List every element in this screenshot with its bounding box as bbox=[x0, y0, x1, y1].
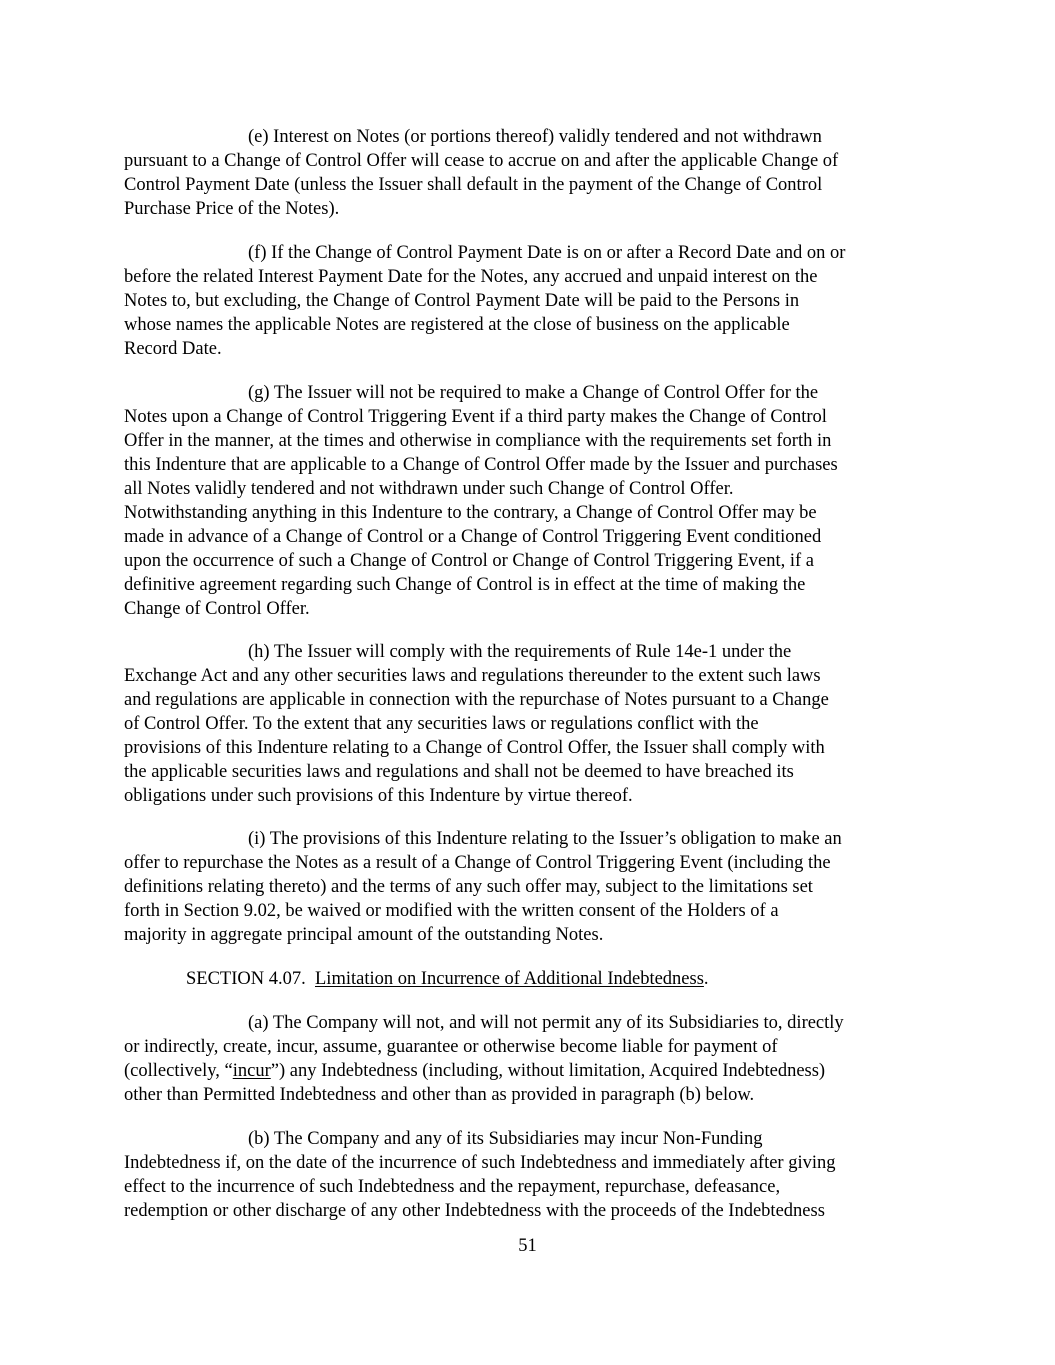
paragraph-line: definitive agreement regarding such Change of Control is in effect at the time of making the bbox=[124, 575, 806, 595]
paragraph-line: Change of Control Offer. bbox=[124, 599, 310, 619]
paragraph-line: forth in Section 9.02, be waived or modified with the written consent of the Holders of a bbox=[124, 901, 779, 921]
paragraph-line: Exchange Act and any other securities laws and regulations thereunder to the extent such laws bbox=[124, 666, 821, 686]
paragraph-line: made in advance of a Change of Control or a Change of Control Triggering Event conditioned bbox=[124, 527, 822, 547]
paragraph-line: Indebtedness if, on the date of the incurrence of such Indebtedness and immediately after giving bbox=[124, 1153, 836, 1173]
paragraph-line: (f) If the Change of Control Payment Date is on or after a Record Date and on or bbox=[248, 243, 846, 263]
paragraph-line: Purchase Price of the Notes). bbox=[124, 199, 340, 219]
paragraph-line: upon the occurrence of such a Change of Control or Change of Control Triggering Event, if a bbox=[124, 551, 814, 571]
paragraph-line: definitions relating thereto) and the terms of any such offer may, subject to the limitations set bbox=[124, 877, 813, 897]
paragraph-line: and regulations are applicable in connection with the repurchase of Notes pursuant to a Change bbox=[124, 690, 829, 710]
paragraph-line: (g) The Issuer will not be required to make a Change of Control Offer for the bbox=[248, 383, 819, 403]
paragraph-line: (e) Interest on Notes (or portions thereof) validly tendered and not withdrawn bbox=[248, 127, 822, 147]
paragraph-line: before the related Interest Payment Date for the Notes, any accrued and unpaid interest on the bbox=[124, 267, 818, 287]
paragraph-line: Notes to, but excluding, the Change of Control Payment Date will be paid to the Persons in bbox=[124, 291, 800, 311]
paragraph-line: or indirectly, create, incur, assume, guarantee or otherwise become liable for payment of bbox=[124, 1037, 778, 1057]
paragraph-line: pursuant to a Change of Control Offer will cease to accrue on and after the applicable Change of bbox=[124, 151, 839, 171]
paragraph-line: redemption or other discharge of any other Indebtedness with the proceeds of the Indebtedness bbox=[124, 1201, 825, 1221]
paragraph-line: (a) The Company will not, and will not permit any of its Subsidiaries to, directly bbox=[248, 1013, 844, 1033]
defined-term-suffix: ”) any Indebtedness (including, without limitation, Acquired Indebtedness) bbox=[270, 1061, 826, 1081]
paragraph-line: majority in aggregate principal amount of the outstanding Notes. bbox=[124, 925, 604, 945]
section-title-end: . bbox=[703, 969, 709, 989]
paragraph-line: effect to the incurrence of such Indebtedness and the repayment, repurchase, defeasance, bbox=[124, 1177, 781, 1197]
paragraph-line: (b) The Company and any of its Subsidiaries may incur Non-Funding bbox=[248, 1129, 763, 1149]
defined-term-prefix: (collectively, “ bbox=[124, 1061, 233, 1081]
paragraph-line: the applicable securities laws and regulations and shall not be deemed to have breached its bbox=[124, 762, 794, 782]
paragraph-line: (i) The provisions of this Indenture relating to the Issuer’s obligation to make an bbox=[248, 829, 842, 849]
paragraph-line: (h) The Issuer will comply with the requirements of Rule 14e-1 under the bbox=[248, 642, 792, 662]
paragraph-line: of Control Offer. To the extent that any securities laws or regulations conflict with the bbox=[124, 714, 759, 734]
page-number: 51 bbox=[518, 1236, 537, 1256]
section-number: SECTION 4.07. bbox=[186, 969, 306, 989]
paragraph-line: Offer in the manner, at the times and otherwise in compliance with the requirements set forth in bbox=[124, 431, 832, 451]
paragraph-line: whose names the applicable Notes are registered at the close of business on the applicable bbox=[124, 315, 790, 335]
defined-term-incur: incur bbox=[232, 1061, 271, 1081]
paragraph-line: Notes upon a Change of Control Triggering Event if a third party makes the Change of Control bbox=[124, 407, 827, 427]
paragraph-line: offer to repurchase the Notes as a result of a Change of Control Triggering Event (including the bbox=[124, 853, 831, 873]
paragraph-line: this Indenture that are applicable to a Change of Control Offer made by the Issuer and purchases bbox=[124, 455, 838, 475]
paragraph-line: provisions of this Indenture relating to a Change of Control Offer, the Issuer shall comply with bbox=[124, 738, 825, 758]
paragraph-line: all Notes validly tendered and not withdrawn under such Change of Control Offer. bbox=[124, 479, 734, 499]
paragraph-line bbox=[124, 1059, 825, 1083]
section-heading bbox=[186, 967, 709, 991]
paragraph-line: other than Permitted Indebtedness and other than as provided in paragraph (b) below. bbox=[124, 1085, 755, 1105]
paragraph-line: Record Date. bbox=[124, 339, 222, 359]
paragraph-line: Notwithstanding anything in this Indenture to the contrary, a Change of Control Offer may be bbox=[124, 503, 817, 523]
paragraph-line: Control Payment Date (unless the Issuer shall default in the payment of the Change of Control bbox=[124, 175, 823, 195]
paragraph-line: obligations under such provisions of this Indenture by virtue thereof. bbox=[124, 786, 633, 806]
section-title: Limitation on Incurrence of Additional Indebtedness bbox=[315, 969, 704, 989]
